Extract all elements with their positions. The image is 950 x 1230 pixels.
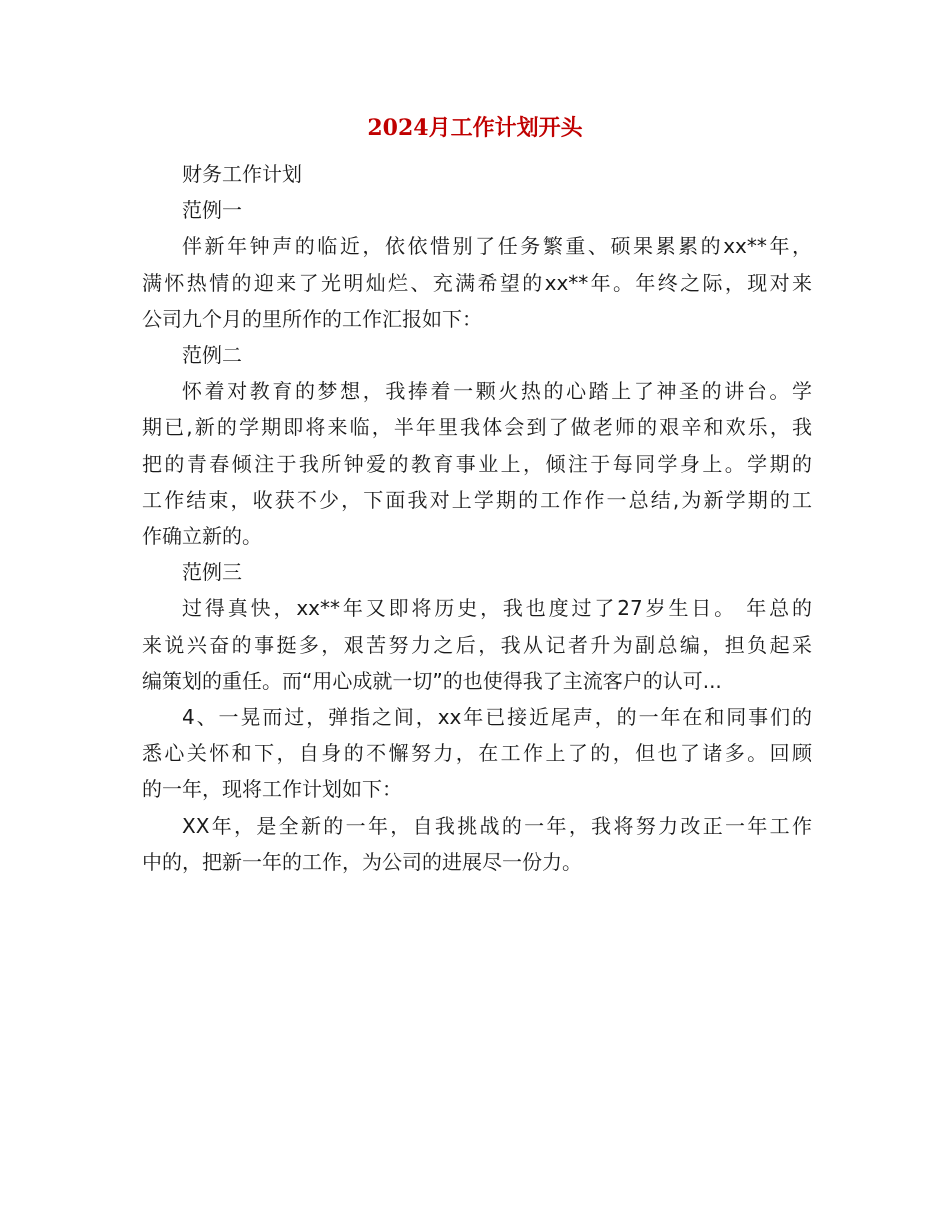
text-line: 4、一晃而过，弹指之间，xx年已接近尾声，的一年在和同事们的 (182, 705, 812, 730)
document-title: 2024月工作计划开头 (367, 115, 583, 141)
text-line: 编策划的重任。而“用心成就一切”的也使得我了主流客户的认可... (142, 668, 722, 693)
text-line: 过得真快，xx**年又即将历史，我也度过了27岁生日。 年总的 (182, 596, 812, 621)
paragraph (142, 337, 812, 373)
document-body (142, 156, 812, 880)
paragraph (142, 590, 812, 699)
text-line: 悉心关怀和下，自身的不懈努力，在工作上了的，但也了诸多。回顾 (142, 741, 812, 766)
text-line: 公司九个月的里所作的工作汇报如下： (142, 306, 482, 331)
text-line: XX年，是全新的一年，自我挑战的一年，我将努力改正一年工作 (182, 813, 812, 838)
text-line: 把的青春倾注于我所钟爱的教育事业上，倾注于每同学身上。学期的 (142, 451, 812, 476)
paragraph (142, 373, 812, 554)
text-line: 财务工作计划 (182, 162, 302, 186)
text-line: 伴新年钟声的临近，依依惜别了任务繁重、硕果累累的xx**年， (182, 234, 812, 259)
text-line: 范例一 (182, 198, 242, 223)
text-line: 怀着对教育的梦想，我捧着一颗火热的心踏上了神圣的讲台。学 (182, 379, 812, 404)
text-line: 工作结束，收获不少，下面我对上学期的工作作一总结,为新学期的工 (142, 487, 812, 512)
text-line: 的一年，现将工作计划如下： (142, 777, 402, 802)
text-line: 作确立新的。 (142, 524, 262, 549)
text-line: 范例二 (182, 343, 242, 368)
text-line: 满怀热情的迎来了光明灿烂、充满希望的xx**年。年终之际，现对来 (142, 270, 812, 295)
text-line: 来说兴奋的事挺多，艰苦努力之后，我从记者升为副总编，担负起采 (142, 632, 812, 657)
paragraph (142, 699, 812, 808)
paragraph (142, 228, 812, 337)
text-line: 中的，把新一年的工作，为公司的进展尽一份力。 (142, 849, 582, 874)
paragraph (142, 156, 812, 192)
text-line: 期已,新的学期即将来临，半年里我体会到了做老师的艰辛和欢乐，我 (142, 415, 812, 440)
text-line: 范例三 (182, 560, 242, 585)
paragraph (142, 192, 812, 228)
paragraph (142, 808, 812, 880)
paragraph (142, 554, 812, 590)
